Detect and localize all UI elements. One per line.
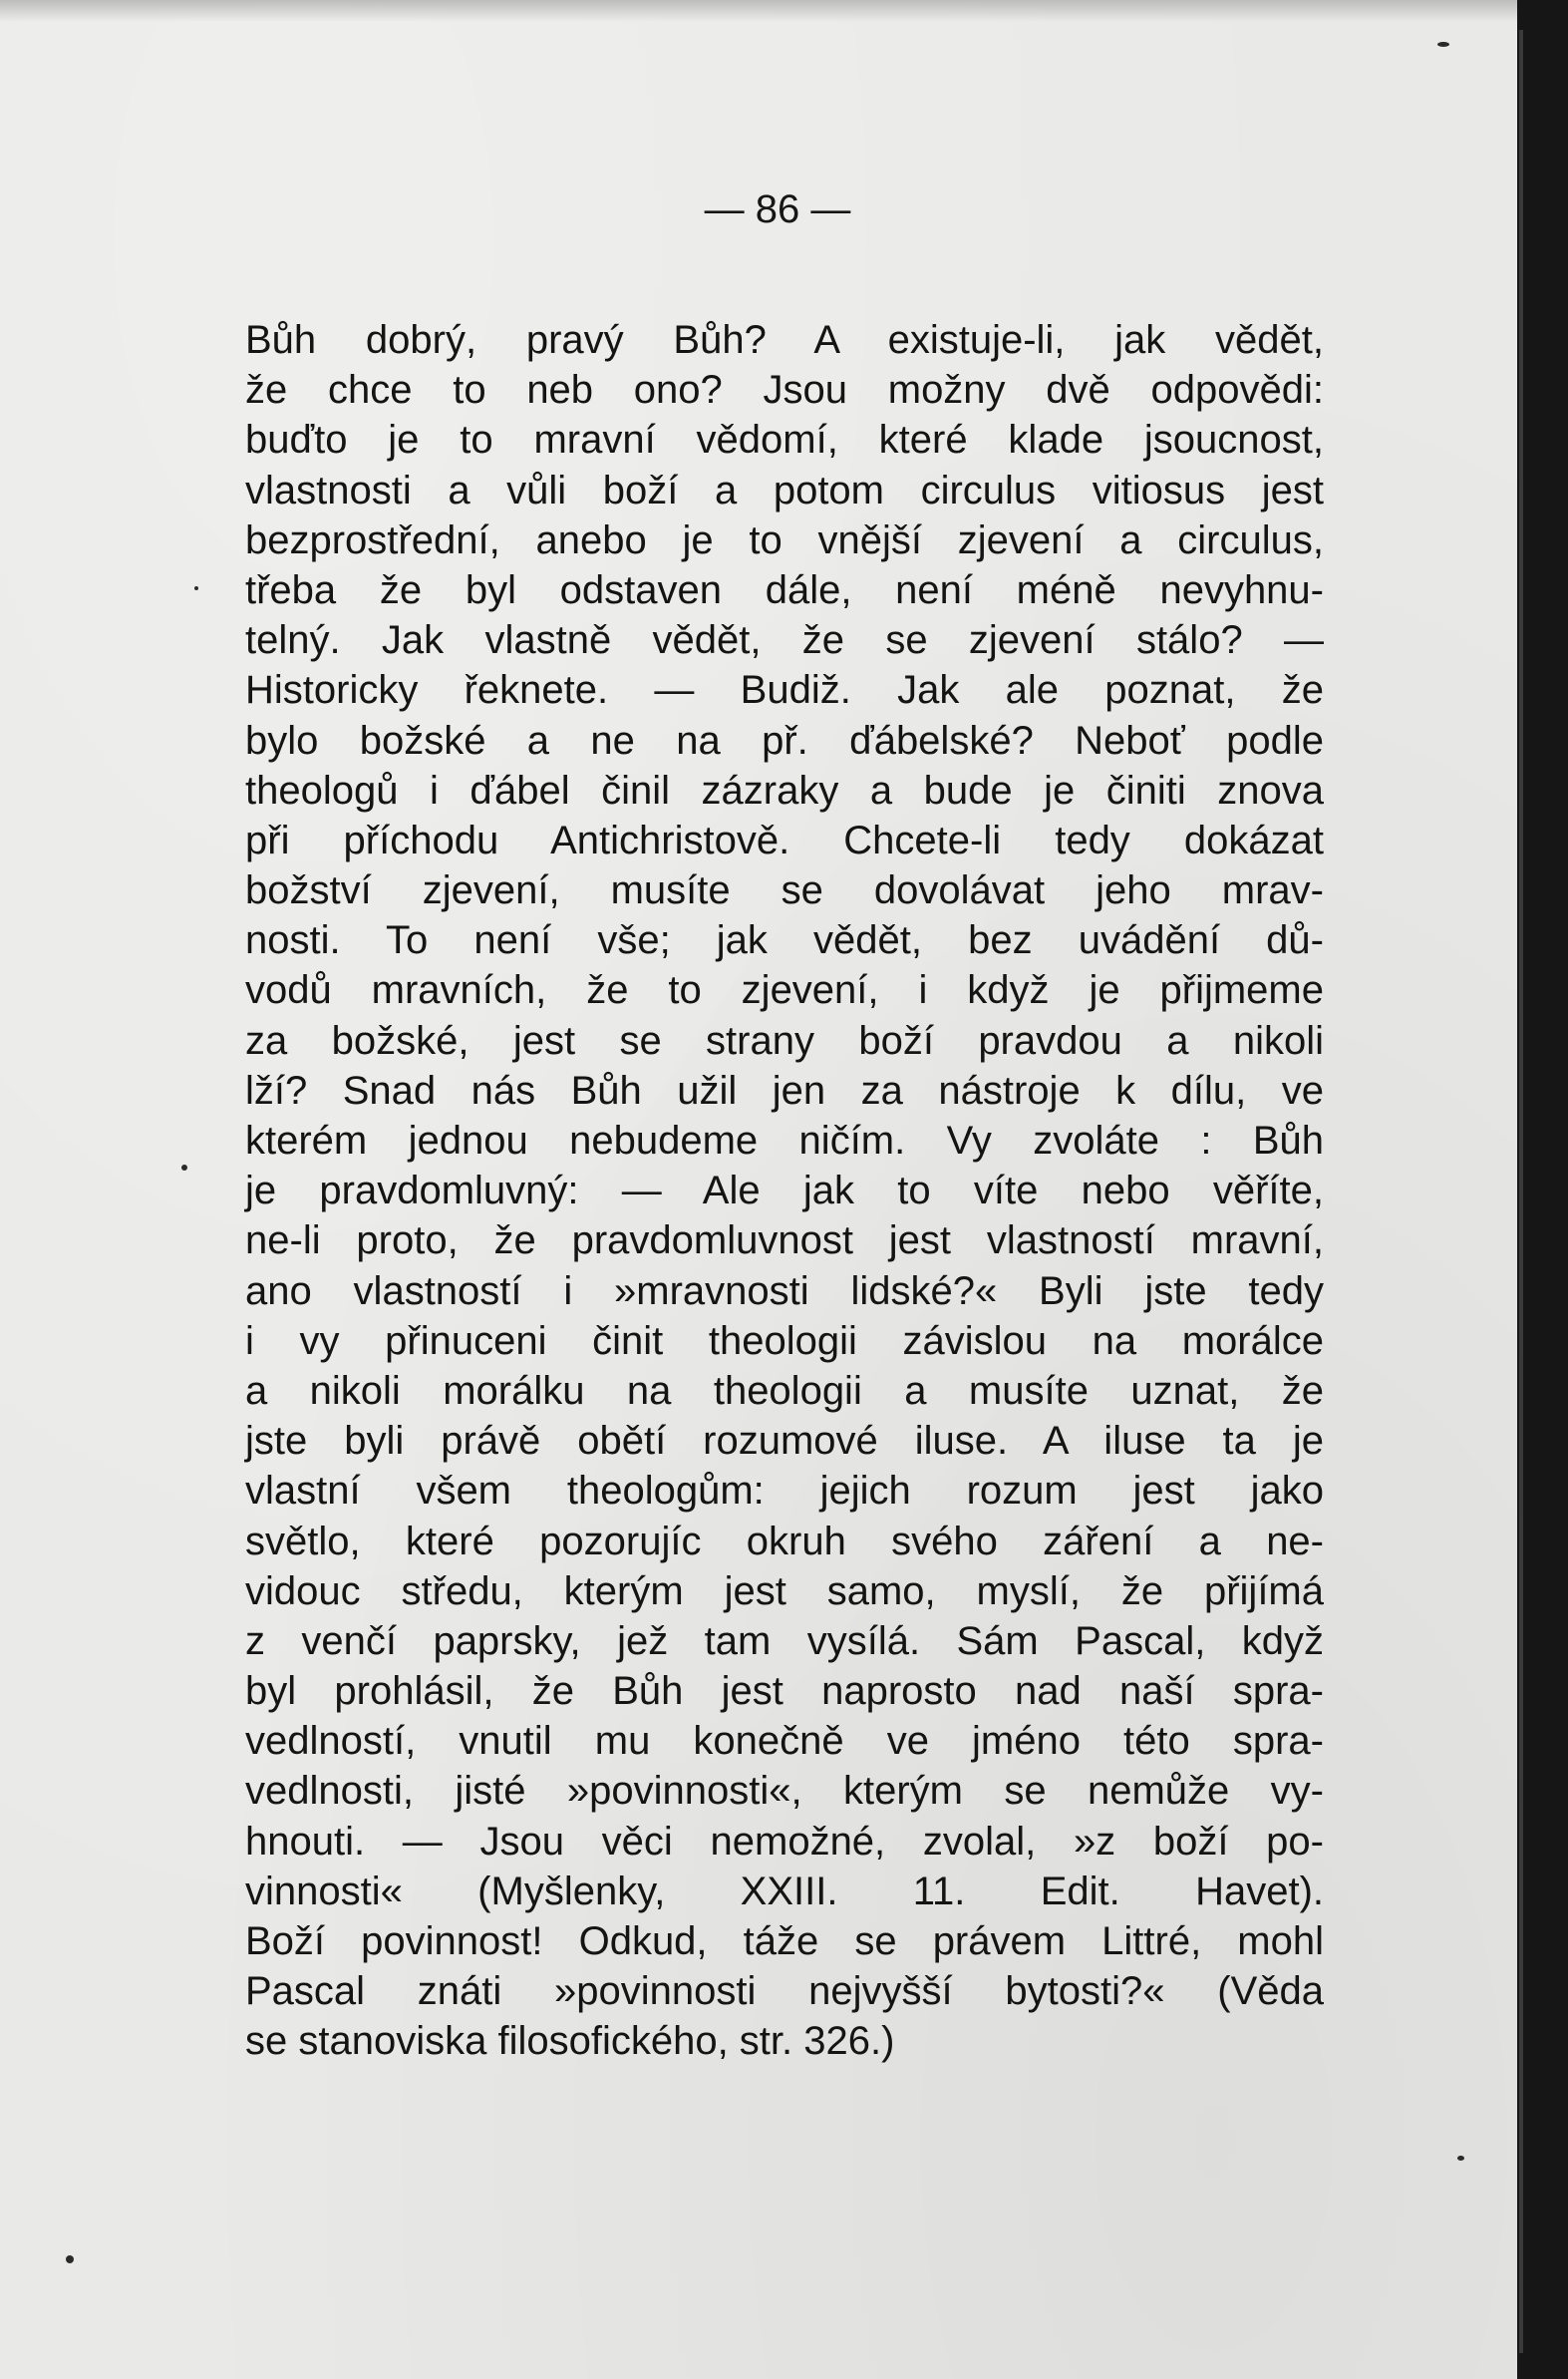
text-line: za božské, jest se strany boží pravdou a nikoli: [245, 1018, 1324, 1063]
text-line: nosti. To není vše; jak vědět, bez uvádění dů-: [245, 918, 1324, 963]
text-line: bylo božské a ne na př. ďábelské? Neboť podle: [245, 718, 1324, 763]
text-line: ne-li proto, že pravdomluvnost jest vlastností mravní,: [245, 1218, 1324, 1263]
text-line: Historicky řeknete. — Budiž. Jak ale poznat, že: [245, 668, 1324, 713]
page-number: — 86 —: [704, 187, 851, 231]
text-line: ano vlastností i »mravnosti lidské?« Byli jste tedy: [245, 1268, 1324, 1313]
text-line: bezprostřední, anebo je to vnější zjevení a circulus,: [245, 517, 1324, 562]
text-line: je pravdomluvný: — Ale jak to víte nebo věříte,: [245, 1169, 1324, 1213]
body-text: [245, 315, 1324, 2067]
book-edge-shadow: [1517, 0, 1568, 2379]
paper-speck: [1437, 42, 1449, 47]
text-line: vedlnosti, jisté »povinnosti«, kterým se nemůže vy-: [245, 1769, 1324, 1814]
text-line: božství zjevení, musíte se dovolávat jeho mrav-: [245, 868, 1324, 913]
text-line: byl prohlásil, že Bůh jest naprosto nad naší spra-: [245, 1669, 1324, 1714]
text-line: při příchodu Antichristově. Chcete-li tedy dokázat: [245, 818, 1324, 862]
text-line: vodů mravních, že to zjevení, i když je přijmeme: [245, 968, 1324, 1013]
text-line: vlastnosti a vůli boží a potom circulus vitiosus jest: [245, 468, 1324, 512]
text-line: telný. Jak vlastně vědět, že se zjevení stálo? —: [245, 618, 1324, 663]
paper-speck: [66, 2255, 74, 2263]
text-line: že chce to neb ono? Jsou možny dvě odpovědi:: [245, 368, 1324, 413]
text-line: vinnosti« (Myšlenky, XXIII. 11. Edit. Havet).: [245, 1869, 1324, 1913]
text-line: kterém jednou nebudeme ničím. Vy zvoláte : Bůh: [245, 1119, 1324, 1163]
text-line: buďto je to mravní vědomí, které klade jsoucnost,: [245, 418, 1324, 463]
text-line: theologů i ďábel činil zázraky a bude je činiti znova: [245, 768, 1324, 813]
book-edge-line: [1519, 30, 1523, 2353]
text-line: i vy přinuceni činit theologii závislou na morálce: [245, 1318, 1324, 1363]
text-line: z venčí paprsky, jež tam vysílá. Sám Pascal, když: [245, 1618, 1324, 1663]
text-line: Pascal znáti »povinnosti nejvyšší bytosti?« (Věda: [245, 1969, 1324, 2014]
text-line: hnouti. — Jsou věci nemožné, zvolal, »z boží po-: [245, 1819, 1324, 1864]
paper-speck: [194, 586, 198, 590]
paper-speck: [181, 1165, 187, 1171]
text-line: třeba že byl odstaven dále, není méně nevyhnu-: [245, 567, 1324, 612]
text-line: vlastní všem theologům: jejich rozum jest jako: [245, 1469, 1324, 1514]
text-line: jste byli právě obětí rozumové iluse. A iluse ta je: [245, 1419, 1324, 1464]
text-line: Bůh dobrý, pravý Bůh? A existuje-li, jak vědět,: [245, 318, 1324, 362]
page-top-shadow: [0, 0, 1517, 22]
paper-speck: [1457, 2156, 1464, 2161]
text-line: vidouc středu, kterým jest samo, myslí, že přijímá: [245, 1568, 1324, 1613]
text-line: Boží povinnost! Odkud, táže se právem Littré, mohl: [245, 1919, 1324, 1963]
text-line: světlo, které pozorujíc okruh svého záření a ne-: [245, 1519, 1324, 1563]
text-line: lží? Snad nás Bůh užil jen za nástroje k dílu, ve: [245, 1068, 1324, 1113]
text-line: a nikoli morálku na theologii a musíte uznat, že: [245, 1368, 1324, 1413]
text-line: se stanoviska filosofického, str. 326.): [245, 2019, 895, 2064]
text-line: vedlností, vnutil mu konečně ve jméno této spra-: [245, 1719, 1324, 1764]
